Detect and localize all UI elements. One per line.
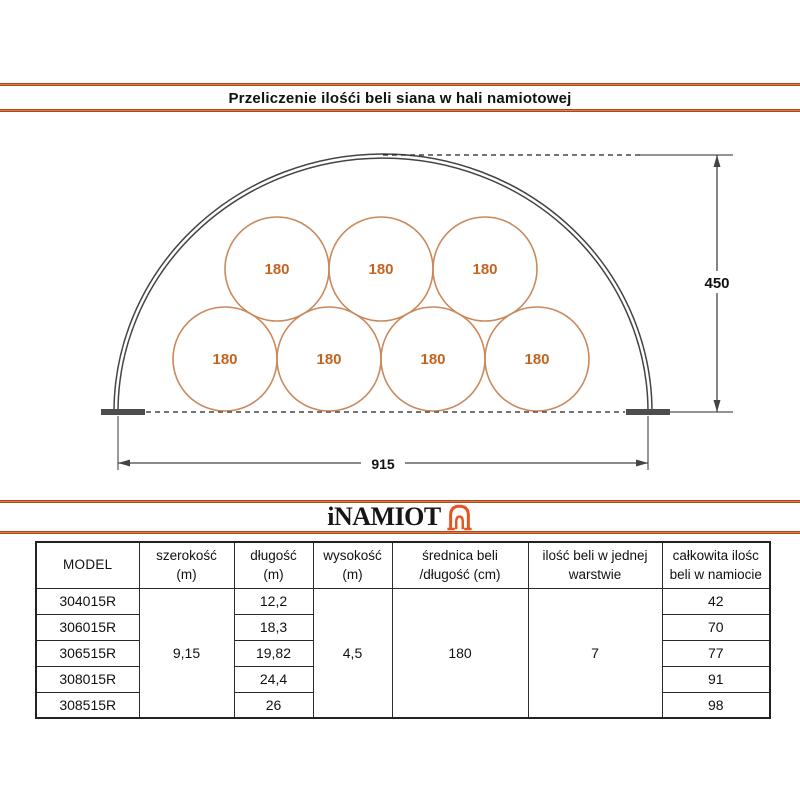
col-header-dlugosc: długość (m) — [234, 542, 313, 588]
height-dimension-label: 450 — [704, 275, 730, 292]
bale-circles — [173, 217, 589, 411]
cell-total: 70 — [662, 614, 770, 640]
bale-diameter-label: 180 — [264, 261, 290, 278]
cell-dlugosc: 26 — [234, 692, 313, 718]
cell-dlugosc: 18,3 — [234, 614, 313, 640]
cell-warstwa-merged: 7 — [528, 588, 662, 718]
col-header-srednica: średnica beli /długość (cm) — [392, 542, 528, 588]
bale-diameter-label: 180 — [316, 351, 342, 368]
width-dimension — [118, 416, 648, 474]
cell-srednica-merged: 180 — [392, 588, 528, 718]
col-header-model: MODEL — [36, 542, 139, 588]
bale-diameter-label: 180 — [368, 261, 394, 278]
top-accent-line-lower — [0, 109, 800, 112]
top-accent-line-upper — [0, 83, 800, 86]
height-dimension — [698, 155, 736, 412]
bale-diameter-label: 180 — [420, 351, 446, 368]
page-title: Przeliczenie ilośći beli siana w hali namiotowej — [228, 90, 572, 107]
col-header-ilosc-warstwa: ilość beli w jednej warstwie — [528, 542, 662, 588]
cell-dlugosc: 12,2 — [234, 588, 313, 614]
cell-total: 91 — [662, 666, 770, 692]
logo-text: iNAMIOT — [327, 502, 441, 531]
logo — [0, 503, 800, 531]
cell-model: 308515R — [36, 692, 139, 718]
cell-dlugosc: 19,82 — [234, 640, 313, 666]
cell-dlugosc: 24,4 — [234, 666, 313, 692]
cell-total: 98 — [662, 692, 770, 718]
cell-total: 77 — [662, 640, 770, 666]
table-row — [36, 588, 770, 614]
width-dimension-label: 915 — [371, 456, 395, 472]
bale-diameter-label: 180 — [524, 351, 550, 368]
left-base-plate — [101, 409, 145, 415]
cell-model: 306015R — [36, 614, 139, 640]
table-header-row — [36, 542, 770, 588]
col-header-wysokosc: wysokość (m) — [313, 542, 392, 588]
cell-model: 304015R — [36, 588, 139, 614]
cell-szerokosc-merged: 9,15 — [139, 588, 234, 718]
col-header-calkowita: całkowita ilośc beli w namiocie — [662, 542, 770, 588]
right-base-plate — [626, 409, 670, 415]
bale-capacity-table — [35, 541, 771, 719]
cell-model: 308015R — [36, 666, 139, 692]
tent-arch-icon — [446, 503, 473, 531]
cell-wysokosc-merged: 4,5 — [313, 588, 392, 718]
col-header-szerokosc: szerokość (m) — [139, 542, 234, 588]
cell-model: 306515R — [36, 640, 139, 666]
cell-total: 42 — [662, 588, 770, 614]
logo-accent-line-lower — [0, 531, 800, 534]
bale-diameter-label: 180 — [472, 261, 498, 278]
bale-diameter-label: 180 — [212, 351, 238, 368]
tent-cross-section-diagram — [0, 125, 800, 485]
